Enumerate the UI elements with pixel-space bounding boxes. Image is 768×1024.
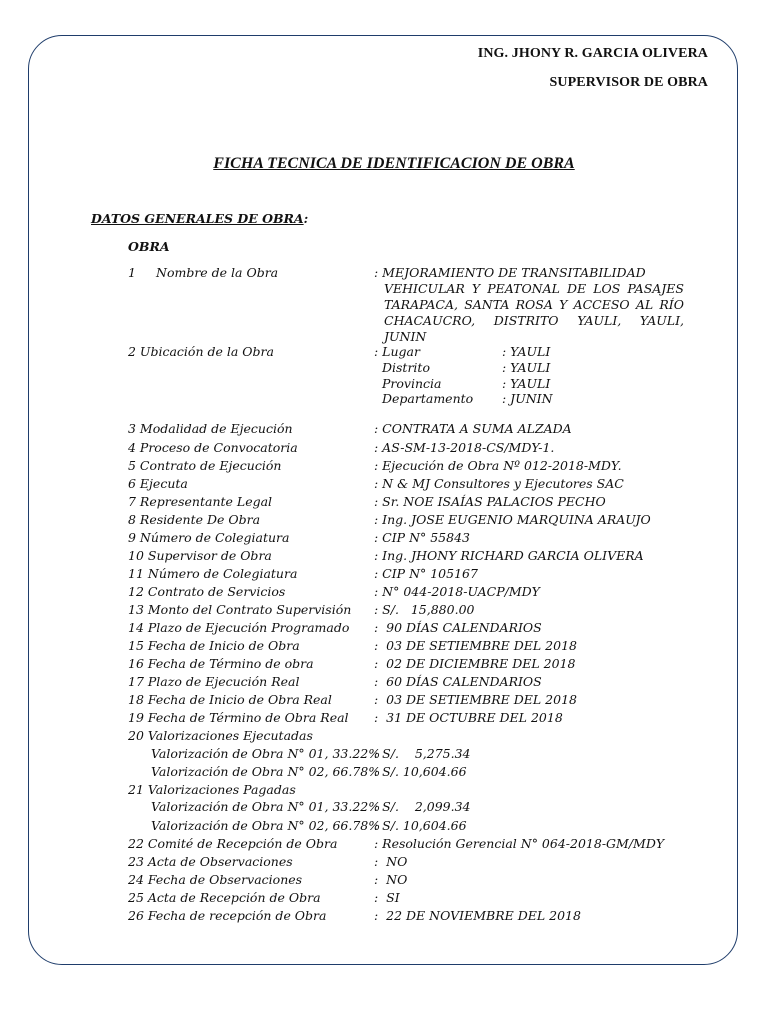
item-value: : S/. 2,099.34 (374, 799, 471, 814)
item-label: 5 Contrato de Ejecución (128, 458, 282, 473)
header-role: SUPERVISOR DE OBRA (549, 75, 708, 90)
item-label: 23 Acta de Observaciones (128, 854, 293, 869)
section-heading: DATOS GENERALES DE OBRA: (91, 211, 309, 226)
item-label: Valorización de Obra N° 01, 33.22% (151, 746, 381, 761)
item-1-label: Nombre de la Obra (156, 265, 279, 280)
location-value: : YAULI (502, 344, 551, 359)
item-label: 4 Proceso de Convocatoria (128, 440, 298, 455)
item-1-value-line: VEHICULAR Y PEATONAL DE LOS PASAJES (384, 281, 684, 296)
item-label: 7 Representante Legal (128, 494, 273, 509)
item-label: 13 Monto del Contrato Supervisión (128, 602, 352, 617)
item-label: 8 Residente De Obra (128, 512, 261, 527)
item-label: 15 Fecha de Inicio de Obra (128, 638, 300, 653)
location-value: : YAULI (502, 360, 551, 375)
item-label: Valorización de Obra N° 01, 33.22% (151, 799, 381, 814)
item-label: 21 Valorizaciones Pagadas (128, 782, 296, 797)
item-label: 26 Fecha de recepción de Obra (128, 908, 327, 923)
item-value: : 60 DÍAS CALENDARIOS (374, 674, 542, 689)
item-1-number: 1 (128, 265, 136, 280)
item-value: : 03 DE SETIEMBRE DEL 2018 (374, 692, 577, 707)
item-value: : Resolución Gerencial N° 064-2018-GM/MDY (374, 836, 665, 851)
item-label: 18 Fecha de Inicio de Obra Real (128, 692, 332, 707)
item-value: : S/. 10,604.66 (374, 818, 467, 833)
location-key: Distrito (382, 360, 430, 375)
item-value: : S/. 15,880.00 (374, 602, 475, 617)
item-label: Valorización de Obra N° 02, 66.78% (151, 818, 381, 833)
item-label: 17 Plazo de Ejecución Real (128, 674, 300, 689)
document-title: FICHA TECNICA DE IDENTIFICACION DE OBRA (213, 155, 575, 172)
item-value: : Ing. JHONY RICHARD GARCIA OLIVERA (374, 548, 644, 563)
item-label: 9 Número de Colegiatura (128, 530, 290, 545)
location-key: Provincia (382, 376, 442, 391)
item-label: 12 Contrato de Servicios (128, 584, 286, 599)
subsection-heading: OBRA (128, 239, 170, 254)
location-value: : YAULI (502, 376, 551, 391)
item-value: : 02 DE DICIEMBRE DEL 2018 (374, 656, 576, 671)
item-value: : 22 DE NOVIEMBRE DEL 2018 (374, 908, 581, 923)
item-value: : CIP N° 55843 (374, 530, 470, 545)
item-value: : S/. 10,604.66 (374, 764, 467, 779)
item-1-value-line: CHACAUCRO, DISTRITO YAULI, YAULI, JUNIN (384, 313, 684, 344)
item-label: 20 Valorizaciones Ejecutadas (128, 728, 313, 743)
item-label: 11 Número de Colegiatura (128, 566, 298, 581)
item-value: : 03 DE SETIEMBRE DEL 2018 (374, 638, 577, 653)
item-label: 16 Fecha de Término de obra (128, 656, 314, 671)
item-label: 14 Plazo de Ejecución Programado (128, 620, 350, 635)
item-value: : N° 044-2018-UACP/MDY (374, 584, 540, 599)
item-value: : CIP N° 105167 (374, 566, 478, 581)
item-value: : 31 DE OCTUBRE DEL 2018 (374, 710, 563, 725)
item-value: : NO (374, 854, 408, 869)
item-value: : CONTRATA A SUMA ALZADA (374, 421, 572, 436)
item-1-value-first: : MEJORAMIENTO DE TRANSITABILIDAD (374, 265, 646, 280)
item-label: 25 Acta de Recepción de Obra (128, 890, 321, 905)
item-label: 19 Fecha de Término de Obra Real (128, 710, 349, 725)
item-label: 3 Modalidad de Ejecución (128, 421, 293, 436)
item-value: : Sr. NOE ISAÍAS PALACIOS PECHO (374, 494, 606, 509)
item-label: 6 Ejecuta (128, 476, 188, 491)
item-value: : 90 DÍAS CALENDARIOS (374, 620, 542, 635)
item-label: 10 Supervisor de Obra (128, 548, 272, 563)
item-value: : Ing. JOSE EUGENIO MARQUINA ARAUJO (374, 512, 651, 527)
item-2-label: 2 Ubicación de la Obra (128, 344, 274, 359)
location-key: : Lugar (374, 344, 420, 359)
item-label: 22 Comité de Recepción de Obra (128, 836, 338, 851)
item-label: 24 Fecha de Observaciones (128, 872, 303, 887)
location-value: : JUNIN (502, 391, 553, 406)
item-value: : Ejecución de Obra Nº 012-2018-MDY. (374, 458, 622, 473)
item-value: : AS-SM-13-2018-CS/MDY-1. (374, 440, 555, 455)
item-value: : NO (374, 872, 408, 887)
item-value: : N & MJ Consultores y Ejecutores SAC (374, 476, 624, 491)
header-name: ING. JHONY R. GARCIA OLIVERA (477, 46, 708, 61)
item-value: : SI (374, 890, 400, 905)
location-key: Departamento (382, 391, 474, 406)
item-1-value-continuation (384, 281, 684, 345)
item-label: Valorización de Obra N° 02, 66.78% (151, 764, 381, 779)
item-value: : S/. 5,275.34 (374, 746, 471, 761)
item-1-value-line: TARAPACA, SANTA ROSA Y ACCESO AL RÍO (384, 297, 684, 312)
